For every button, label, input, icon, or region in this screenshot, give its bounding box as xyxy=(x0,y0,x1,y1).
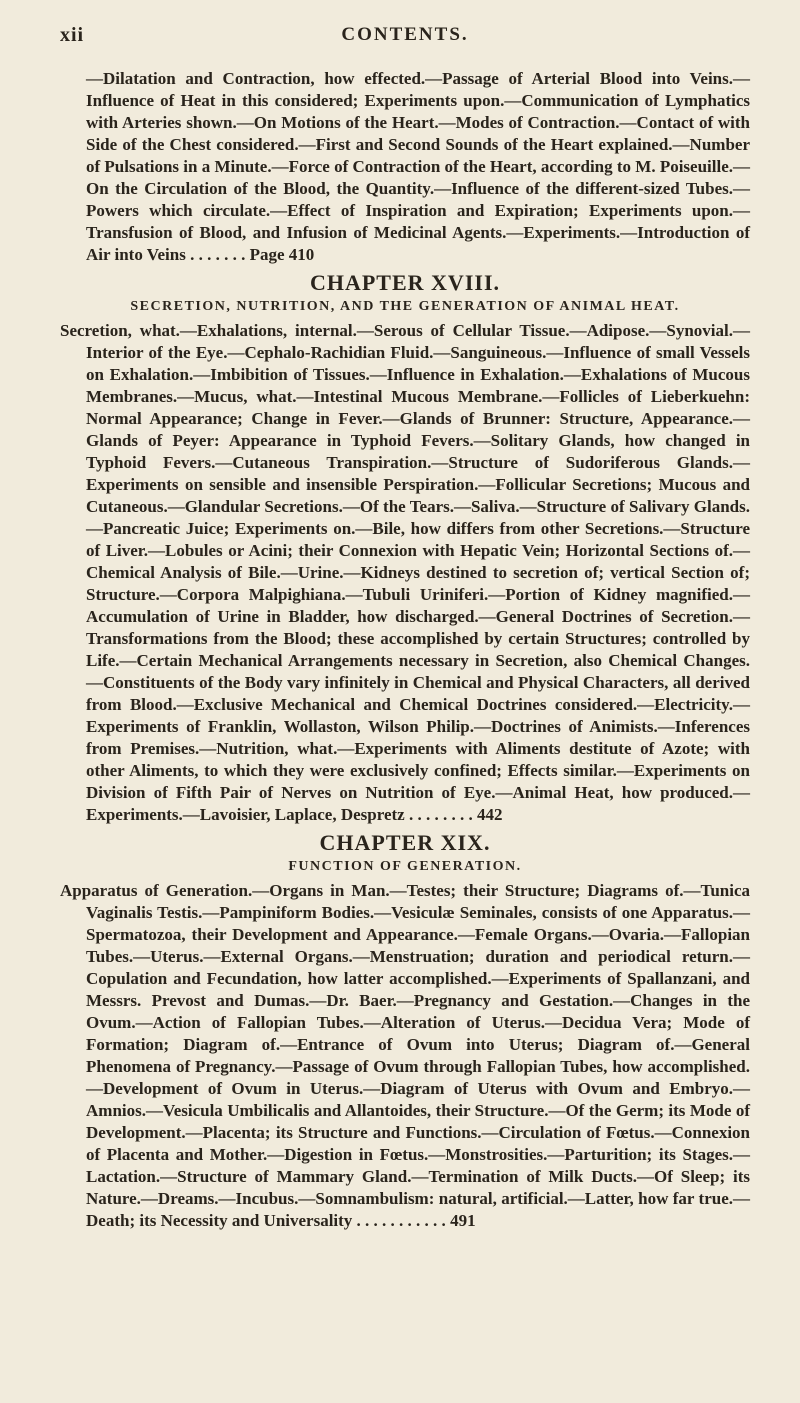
page-reference: 442 xyxy=(476,805,503,824)
chapter-heading-xix: CHAPTER XIX. xyxy=(319,830,491,855)
chapter-subtitle-xix: FUNCTION OF GENERATION. xyxy=(288,859,522,874)
entry-text: Secretion, what.—Exhalations, internal.—Serous of Cellular Tissue.—Adipose.—Synovial.—Interior of the Eye.—Cephalo-Rachidian Fluid.—Sanguineous.—Influence of small Vessels on Exhalation.—Imbibition of Tissues.—Influence in Exhalation.—Exhalations of Mucous Membranes.—Mucus, what.—Intestinal Mucous Membrane.—Follicles of Lieberkuehn: Normal Appearance; Change in Fever.—Glands of Brunner: Structure, Appearance.—Glands of Peyer: Appearance in Typhoid Fevers.—Solitary Glands, how changed in Typhoid Fevers.—Cutaneous Transpiration.—Structure of Sudoriferous Glands.—Experiments on sensible and insensible Perspiration.—Follicular Secretions; Mucous and Cutaneous.—Glandular Secretions.—Of the Tears.—Saliva.—Structure of Salivary Glands.—Pancreatic Juice; Experiments on.—Bile, how differs from other Secretions.—Structure of Liver.—Lobules or Acini; their Connexion with Hepatic Vein; Horizontal Sections of.—Chemical Analysis of Bile.—Urine.—Kidneys destined to secretion of; vertical Section of; Structure.—Corpora Malpighiana.—Tubuli Uriniferi.—Portion of Kidney magnified.—Accumulation of Urine in Bladder, how discharged.—General Doctrines of Secretion.—Transformations from the Blood; these accomplished by certain Structures; controlled by Life.—Certain Mechanical Arrangements necessary in Secretion, also Chemical Changes.—Constituents of the Body vary infinitely in Chemical and Physical Characters, all derived from Blood.—Exclusive Mechanical and Chemical Doctrines considered.—Electricity.—Experiments of Franklin, Wollaston, Wilson Philip.—Doctrines of Animists.—Inferences from Premises.—Nutrition, what.—Experiments with Aliments destitute of Azote; with other Aliments, to which they were exclusively confined; Effects similar.—Experiments on Division of Fifth Pair of Nerves on Nutrition of Eye.—Animal Heat, how produced.—Experiments.—Lavoisier, Laplace, Despretz . . . . . . . . xyxy=(60,321,750,824)
running-title: CONTENTS. xyxy=(341,24,469,45)
page-reference: 491 xyxy=(450,1211,476,1230)
entry-text: —Dilatation and Contraction, how effected.—Passage of Arterial Blood into Veins.—Influence of Heat in this considered; Experiments upon.—Communication of Lymphatics with Arteries shown.—On Motions of the Heart.—Modes of Contraction.—Contact of with Side of the Chest considered.—First and Second Sounds of the Heart explained.—Number of Pulsations in a Minute.—Force of Contraction of the Heart, according to M. Poiseuille.—On the Circulation of the Blood, the Quantity.—Influence of the different-sized Tubes.—Powers which circulate.—Effect of Inspiration and Expiration; Experiments upon.—Transfusion of Blood, and Infusion of Medicinal Agents.—Experiments.—Introduction of Air into Veins . . . . . . . xyxy=(86,69,751,264)
contents-entry-ch18 xyxy=(60,320,750,826)
chapter-subtitle-xviii: SECRETION, NUTRITION, AND THE GENERATION OF ANIMAL HEAT. xyxy=(130,299,680,314)
contents-entry-ch17-continued xyxy=(60,68,750,266)
chapter-heading-xviii: CHAPTER XVIII. xyxy=(309,270,501,295)
page-reference: Page 410 xyxy=(249,245,315,264)
entry-text: Apparatus of Generation.—Organs in Man.—Testes; their Structure; Diagrams of.—Tunica Vaginalis Testis.—Pampiniform Bodies.—Vesiculæ Seminales, consists of one Apparatus.—Spermatozoa, their Development and Appearance.—Female Organs.—Ovaria.—Fallopian Tubes.—Uterus.—External Organs.—Menstruation; duration and periodical return.—Copulation and Fecundation, how latter accomplished.—Experiments of Spallanzani, and Messrs. Prevost and Dumas.—Dr. Baer.—Pregnancy and Gestation.—Changes in the Ovum.—Action of Fallopian Tubes.—Alteration of Uterus.—Decidua Vera; Mode of Formation; Diagram of.—Entrance of Ovum into Uterus; Diagram of.—General Phenomena of Pregnancy.—Passage of Ovum through Fallopian Tubes, how accomplished.—Development of Ovum in Uterus.—Diagram of Uterus with Ovum and Embryo.—Amnios.—Vesicula Umbilicalis and Allantoides, their Structure.—Of the Germ; its Mode of Development.—Placenta; its Structure and Functions.—Circulation of Fœtus.—Connexion of Placenta and Mother.—Digestion in Fœtus.—Monstrosities.—Parturition; its Stages.—Lactation.—Structure of Mammary Gland.—Termination of Milk Ducts.—Of Sleep; its Nature.—Dreams.—Incubus.—Somnambulism: natural, artificial.—Latter, how far true.—Death; its Necessity and Universality . . . . . . . . . . . xyxy=(60,881,750,1230)
contents-entry-ch19 xyxy=(60,880,750,1232)
page-number: xii xyxy=(60,24,85,46)
running-head xyxy=(60,24,750,52)
contents-body xyxy=(60,68,750,1232)
